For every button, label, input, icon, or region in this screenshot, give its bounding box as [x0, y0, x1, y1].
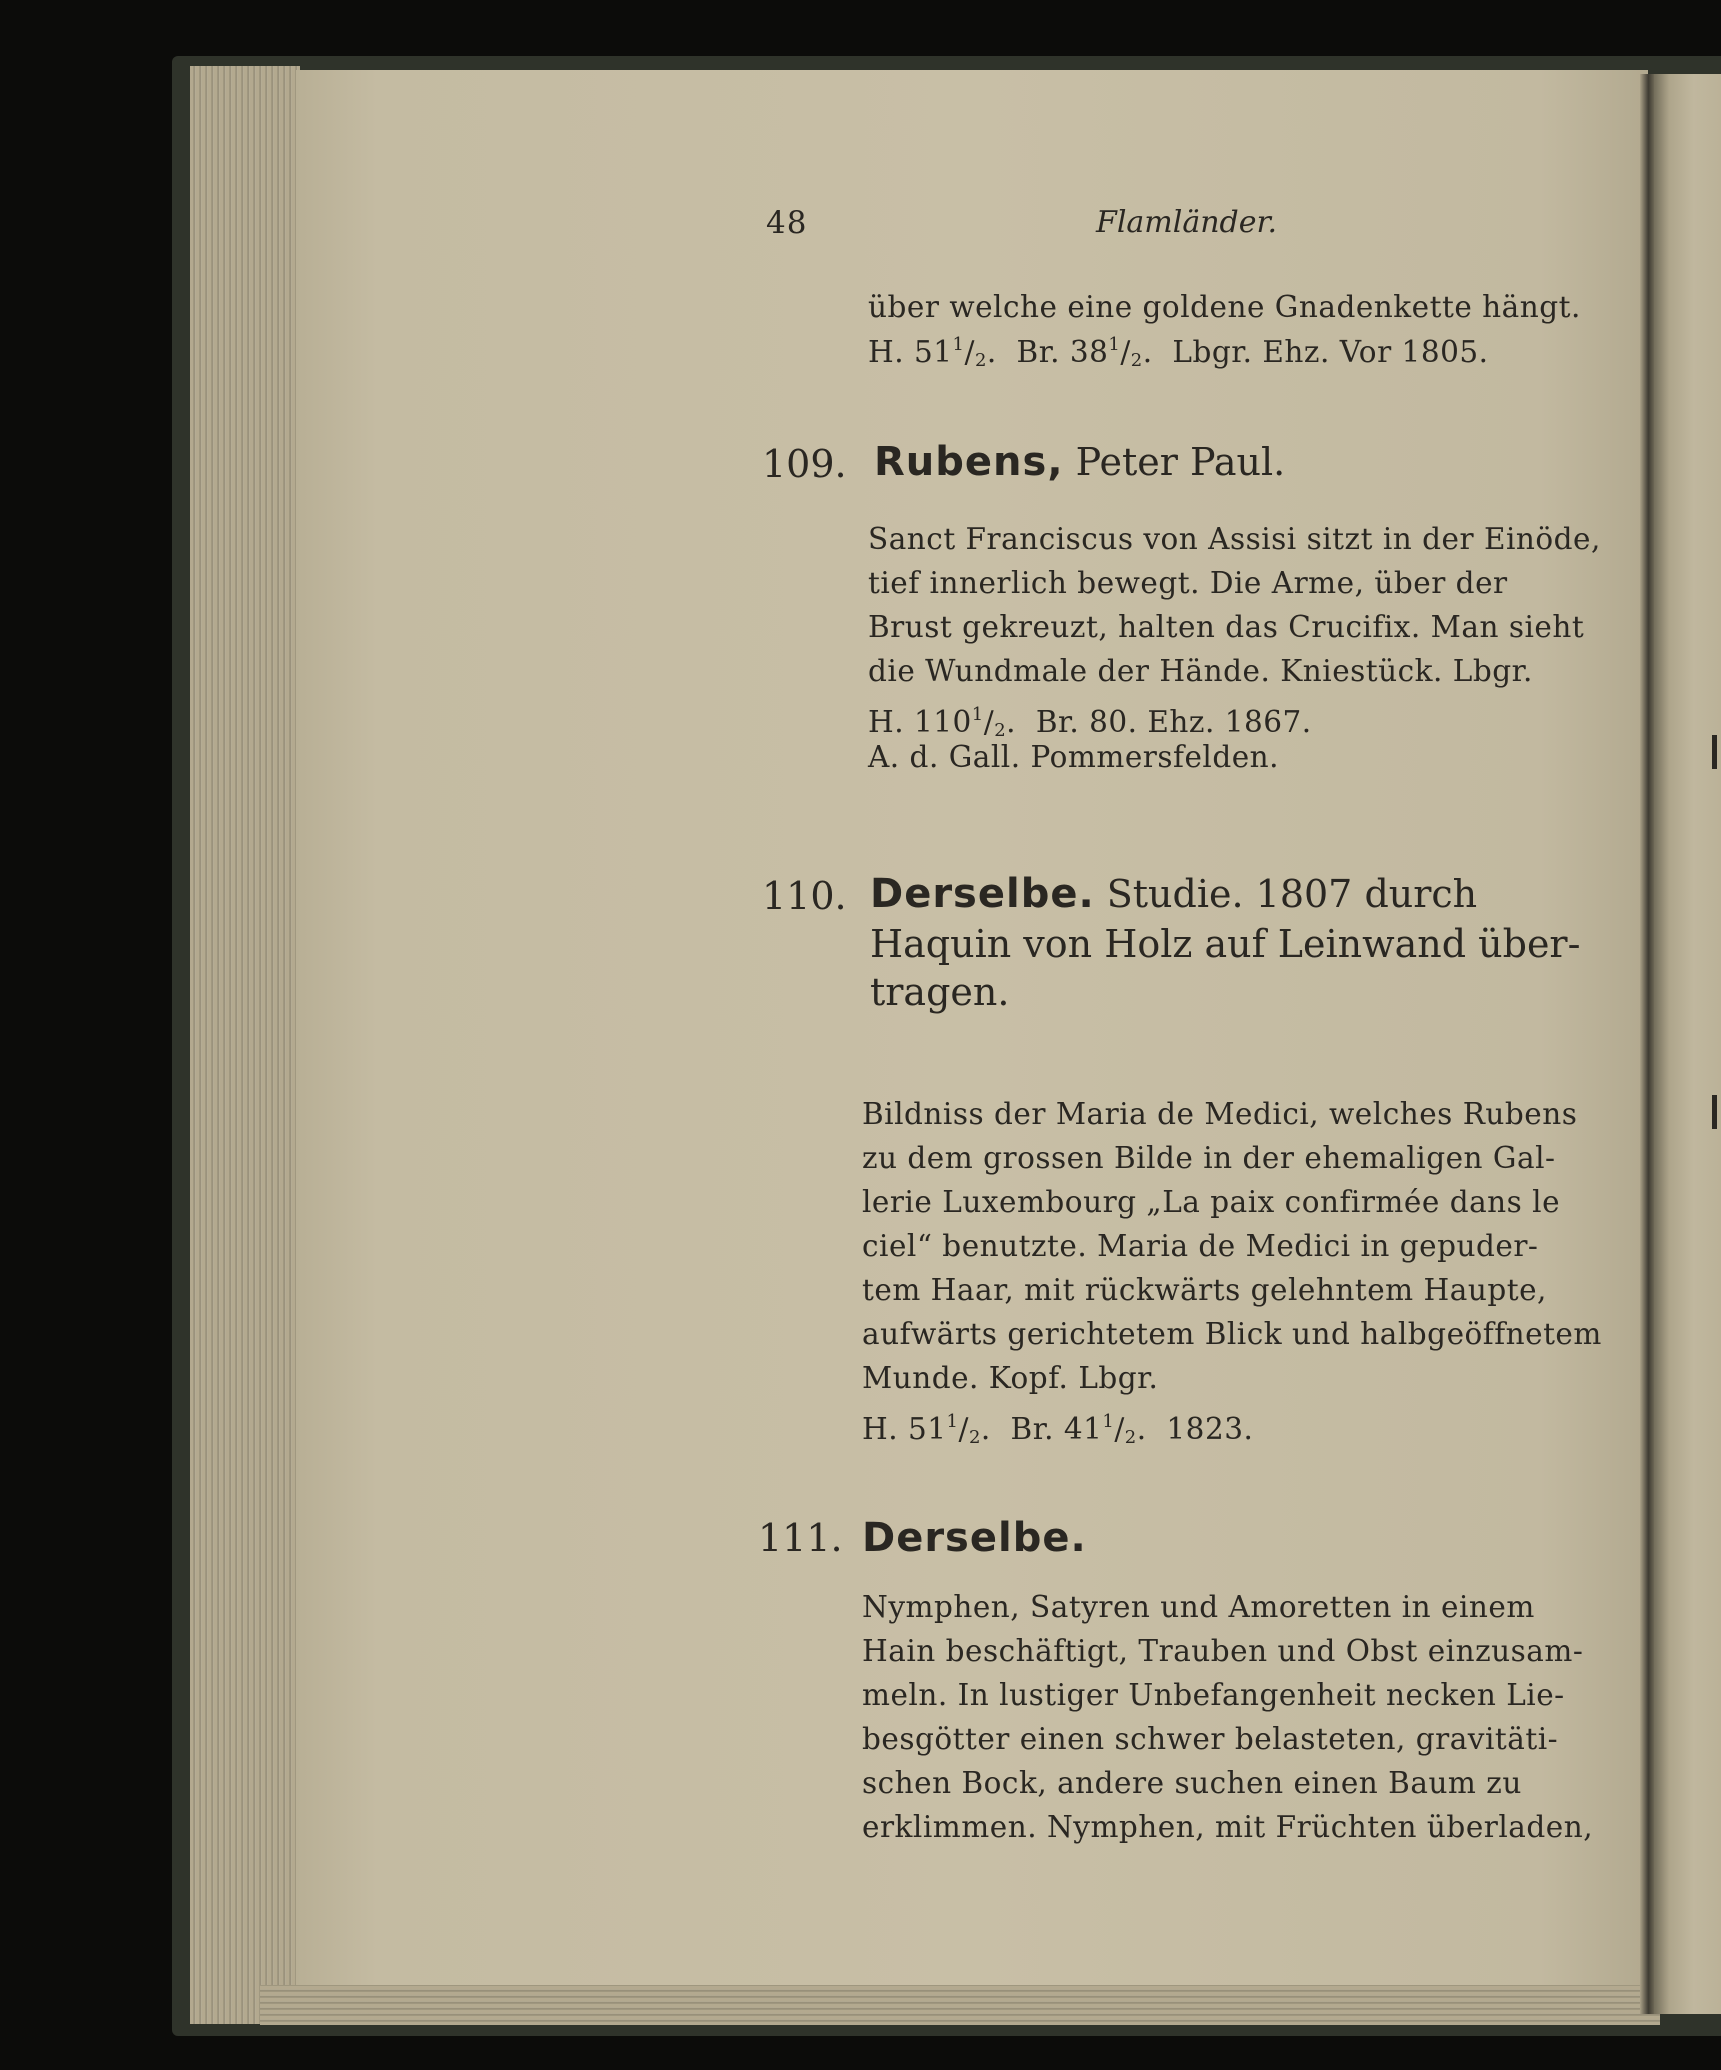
description-line: die Wundmale der Hände. Kniestück. Lbgr.: [868, 654, 1533, 688]
entry-heading: [870, 870, 1477, 918]
entry-heading: [862, 1514, 1087, 1562]
description-line: tief innerlich bewegt. Die Arme, über der: [868, 566, 1508, 600]
dimension-width: Br. 38: [1016, 335, 1109, 369]
dimension-tail: Lbgr. Ehz. Vor 1805.: [1172, 335, 1489, 369]
next-page-edge: [1652, 74, 1721, 2014]
artist-rest: Studie. 1807 durch: [1094, 872, 1478, 916]
description-line: tem Haar, mit rückwärts gelehntem Haupte,: [862, 1273, 1547, 1307]
continuation-line: über welche eine goldene Gnadenkette hängt.: [868, 290, 1581, 324]
entry-heading-line: Haquin von Holz auf Leinwand über-: [870, 922, 1581, 966]
book-gutter: [1640, 74, 1654, 2014]
description-line: meln. In lustiger Unbefangenheit necken Lie-: [862, 1678, 1565, 1712]
description-line: besgötter einen schwer belasteten, gravitäti-: [862, 1722, 1559, 1756]
artist-name: Derselbe.: [870, 871, 1095, 917]
description-line: Munde. Kopf. Lbgr.: [862, 1361, 1159, 1395]
provenance-line: A. d. Gall. Pommersfelden.: [868, 740, 1280, 774]
description-line: zu dem grossen Bilde in der ehemaligen Gal-: [862, 1141, 1556, 1175]
dimension-height: H. 51: [868, 335, 953, 369]
entry-heading: [874, 438, 1285, 486]
page-edges-left: [190, 66, 300, 2024]
description-line: ciel“ benutzte. Maria de Medici in gepuder-: [862, 1229, 1539, 1263]
description-line: lerie Luxembourg „La paix confirmée dans le: [862, 1185, 1561, 1219]
description-line: schen Bock, andere suchen einen Baum zu: [862, 1766, 1522, 1800]
description-line: Bildniss der Maria de Medici, welches Rubens: [862, 1097, 1578, 1131]
dimension-line: H. $110^1/_2$. Br. 80. Ehz. 1867.: [868, 704, 1312, 741]
description-line: Nymphen, Satyren und Amoretten in einem: [862, 1590, 1535, 1624]
dimension-line: H. $51^1/_2$. Br. $41^1/_2$. 1823.: [862, 1411, 1254, 1448]
entry-heading-line: tragen.: [870, 970, 1010, 1014]
book-page: [296, 70, 1648, 1985]
description-line: aufwärts gerichtetem Blick und halbgeöffnetem: [862, 1317, 1602, 1351]
entry-number: 111.: [758, 1516, 843, 1560]
artist-rest: Peter Paul.: [1063, 440, 1286, 484]
next-page-mark: [1712, 735, 1717, 769]
description-line: Sanct Franciscus von Assisi sitzt in der Einöde,: [868, 522, 1601, 556]
description-line: Hain beschäftigt, Trauben und Obst einzusam-: [862, 1634, 1584, 1668]
page-number: 48: [766, 205, 808, 241]
continuation-dimensions: H. $51^1/_2$. Br. $38^1/_2$. Lbgr. Ehz. Vor 1805.: [868, 334, 1489, 371]
entry-number: 109.: [762, 442, 847, 486]
entry-number: 110.: [762, 874, 847, 918]
next-page-mark: [1712, 1095, 1717, 1129]
page-edges-bottom: [260, 1985, 1660, 2025]
description-line: erklimmen. Nymphen, mit Früchten überladen,: [862, 1810, 1594, 1844]
artist-name: Rubens,: [874, 439, 1064, 485]
artist-name: Derselbe.: [862, 1515, 1087, 1561]
running-title: Flamländer.: [1096, 205, 1278, 240]
description-line: Brust gekreuzt, halten das Crucifix. Man sieht: [868, 610, 1585, 644]
